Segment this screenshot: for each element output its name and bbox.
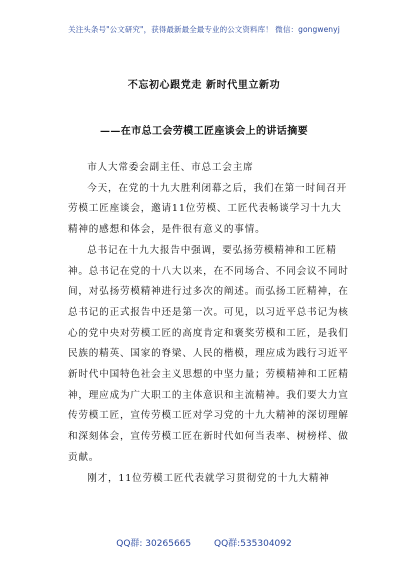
qq-group-1: QQ群: 30265665 [116,539,192,549]
body-paragraph: 总书记在十九大报告中强调，要弘扬劳模精神和工匠精神。总书记在党的十八大以来，在不同场合、不同会议不同时间，对弘扬劳模精神进行过多次的阐述。而弘扬工匠精神，在总书记的正式报告中还是第一次。可见，以习近平总书记为核心的党中央对劳模工匠的高度肯定和褒奖劳模和工匠，是我们民族的精英、国家的脊梁、人民的楷模，理应成为践行习近平新时代中国特色社会主义思想的中坚力量；劳模精神和工匠精神，理应成为广大职工的主体意识和主流精神。我们要大力宣传劳模工匠，宣传劳模工匠对学习党的十九大精神的深切理解和深刻体会，宣传劳模工匠在新时代如何当表率、树榜样、做贡献。 [68,244,349,463]
document-title: 不忘初心跟党走 新时代里立新功 [127,80,281,91]
document-body [68,158,350,489]
document-subtitle: ——在市总工会劳模工匠座谈会上的讲话摘要 [100,126,308,137]
footer-contacts [0,536,408,549]
qq-group-2: QQ群:535304092 [214,539,292,549]
speaker-line: 市人大常委会副主任、市总工会主席 [87,162,254,173]
body-paragraph: 今天，在党的十九大胜利闭幕之后，我们在第一时间召开劳模工匠座谈会，邀请11位劳模、工匠代表畅谈学习十九大精神的感想和体会，是件很有意义的事情。 [68,182,348,236]
body-paragraph: 刚才，11位劳模工匠代表就学习贯彻党的十九大精神 [87,472,330,484]
header-note: 关注头条号"公文研究"，获得最新最全最专业的公文资料库！ 微信：gongwenyj [68,25,340,34]
